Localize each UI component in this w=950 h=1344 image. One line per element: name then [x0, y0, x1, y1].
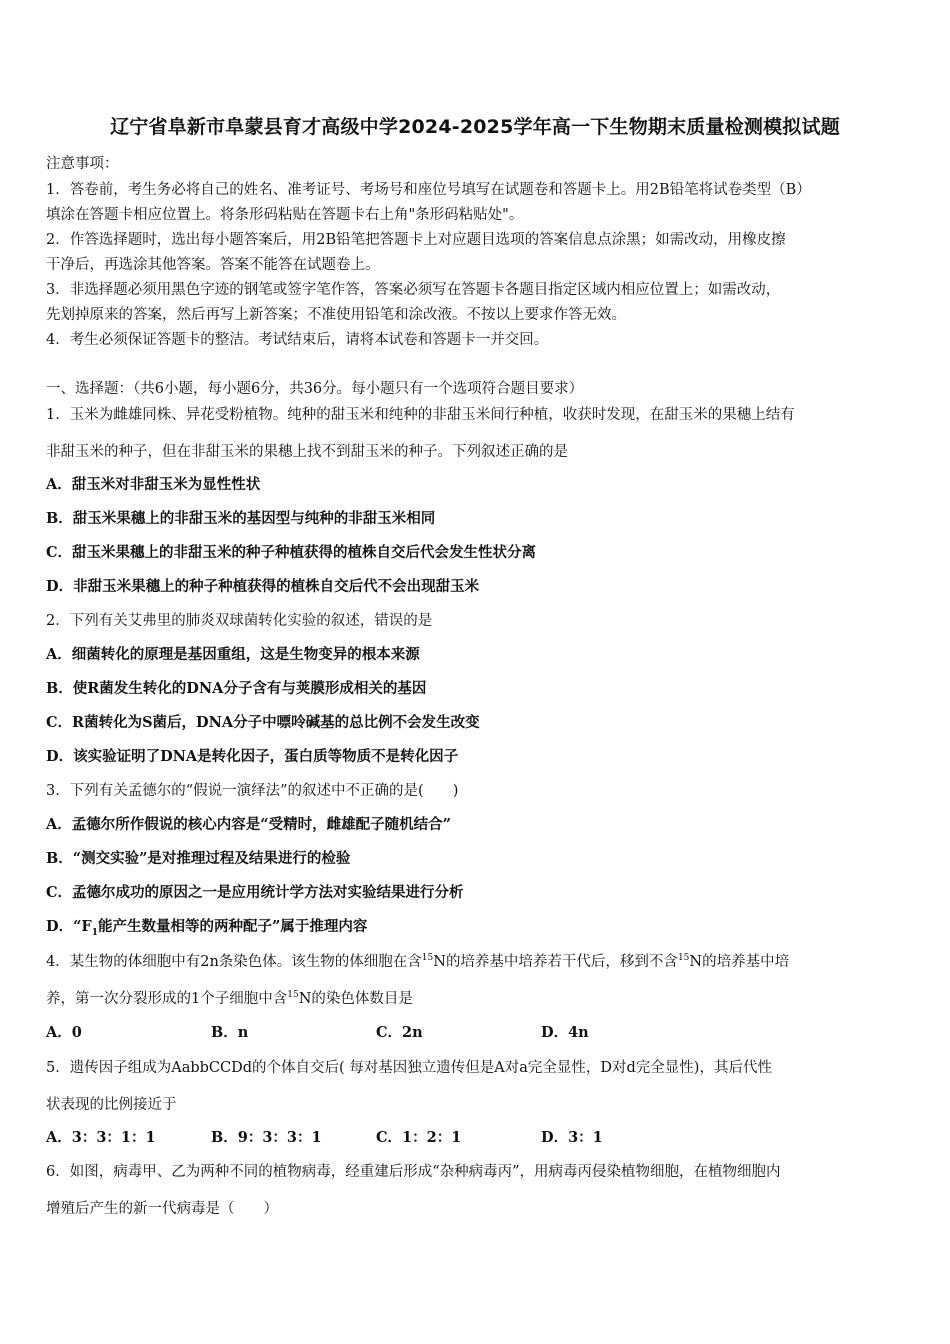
q1-stem-cont: 非甜玉米的种子，但在非甜玉米的果穗上找不到甜玉米的种子。下列叙述正确的是: [46, 444, 568, 460]
q3-option-d-post: 能产生数量相等的两种配子”属于推理内容: [97, 918, 368, 935]
q3-stem: 3．下列有关孟德尔的“假说一演绎法”的叙述中不正确的是( ): [46, 783, 459, 799]
notice-line: 3．非选择题必须用黑色字迹的钢笔或签字笔作答，答案必须写在答题卡各题目指定区域内相应位置上；如需改动，: [46, 282, 781, 298]
q2-option-c: C．R菌转化为S菌后，DNA分子中嘌呤碱基的总比例不会发生改变: [46, 714, 480, 731]
q4-isotope-sup: 15: [677, 953, 690, 963]
q4-options: [46, 1021, 706, 1042]
q1-option-a: A．甜玉米对非甜玉米为显性性状: [46, 476, 261, 493]
q4-option-b: B．n: [211, 1024, 249, 1041]
notice-line: 填涂在答题卡相应位置上。将条形码粘贴在答题卡右上角"条形码粘贴处"。: [46, 207, 524, 223]
notice-line: 4．考生必须保证答题卡的整洁。考试结束后，请将本试卷和答题卡一并交回。: [46, 332, 549, 348]
q4-option-d: D．4n: [541, 1024, 589, 1041]
notice-heading: 注意事项：: [46, 156, 119, 172]
q4-text: 4．某生物的体细胞中有2n条染色体。该生物的体细胞在含: [46, 954, 422, 970]
q5-option-c: C．1：2：1: [376, 1129, 462, 1146]
q4-text: N的培养基中培养若干代后，移到不含: [433, 954, 678, 970]
q3-option-d: [46, 915, 367, 938]
q2-stem: 2．下列有关艾弗里的肺炎双球菌转化实验的叙述，错误的是: [46, 613, 433, 629]
q2-option-a: A．细菌转化的原理是基因重组，这是生物变异的根本来源: [46, 646, 420, 663]
q5-stem: 5．遗传因子组成为AabbCCDd的个体自交后( 每对基因独立遗传但是A对a完全显性，D对d完全显性)，其后代性: [46, 1060, 772, 1076]
notice-line: 先划掉原来的答案，然后再写上新答案；不准使用铅笔和涂改液。不按以上要求作答无效。: [46, 307, 626, 323]
q3-option-a: A．孟德尔所作假说的核心内容是“受精时，雌雄配子随机结合”: [46, 816, 451, 833]
q5-option-a: A．3：3：1：1: [46, 1129, 156, 1146]
notice-line: 2．作答选择题时，选出每小题答案后，用2B铅笔把答题卡上对应题目选项的答案信息点涂黑；如需改动，用橡皮擦: [46, 232, 786, 248]
q4-stem: [46, 950, 789, 971]
q6-stem-cont: 增殖后产生的新一代病毒是（ ）: [46, 1201, 278, 1217]
q3-option-c: C．孟德尔成功的原因之一是应用统计学方法对实验结果进行分析: [46, 884, 464, 901]
q5-options: [46, 1126, 706, 1147]
q3-option-d-pre: D．“F: [46, 918, 92, 935]
notice-line: 干净后，再选涂其他答案。答案不能答在试题卷上。: [46, 257, 380, 273]
q1-option-b: B．甜玉米果穗上的非甜玉米的基因型与纯种的非甜玉米相同: [46, 510, 436, 527]
q4-text: 养，第一次分裂形成的1个子细胞中含: [46, 991, 288, 1007]
q4-text: N的染色体数目是: [298, 991, 413, 1007]
q6-stem: 6．如图，病毒甲、乙为两种不同的植物病毒，经重建后形成“杂种病毒丙”，用病毒丙侵染植物细胞，在植物细胞内: [46, 1164, 781, 1180]
notice-line: 1．答卷前，考生务必将自己的姓名、准考证号、考场号和座位号填写在试题卷和答题卡上。用2B铅笔将试卷类型（B）: [46, 182, 811, 198]
exam-title: 辽宁省阜新市阜蒙县育才高级中学2024-2025学年高一下生物期末质量检测模拟试题: [110, 116, 840, 138]
q3-option-d-sub: 1: [91, 927, 98, 938]
q3-option-b: B．“测交实验”是对推理过程及结果进行的检验: [46, 850, 351, 867]
q5-option-d: D．3：1: [541, 1129, 603, 1146]
q1-option-d: D．非甜玉米果穗上的种子种植获得的植株自交后代不会出现甜玉米: [46, 578, 480, 595]
q2-option-b: B．使R菌发生转化的DNA分子含有与荚膜形成相关的基因: [46, 680, 427, 697]
q1-option-c: C．甜玉米果穗上的非甜玉米的种子种植获得的植株自交后代会发生性状分离: [46, 544, 537, 561]
q4-isotope-sup: 15: [421, 953, 434, 963]
q1-stem: 1．玉米为雌雄同株、异花受粉植物。纯种的甜玉米和纯种的非甜玉米间行种植，收获时发现，在甜玉米的果穗上结有: [46, 407, 795, 423]
section-heading: 一、选择题：（共6小题，每小题6分，共36分。每小题只有一个选项符合题目要求）: [46, 381, 584, 397]
q4-option-a: A．0: [46, 1024, 82, 1041]
q5-stem-cont: 状表现的比例接近于: [46, 1097, 177, 1113]
q5-option-b: B．9：3：3：1: [211, 1129, 322, 1146]
q4-option-c: C．2n: [376, 1024, 423, 1041]
q2-option-d: D．该实验证明了DNA是转化因子，蛋白质等物质不是转化因子: [46, 748, 459, 765]
q4-stem-cont: [46, 987, 413, 1008]
q4-text: N的培养基中培: [689, 954, 790, 970]
q4-isotope-sup: 15: [287, 990, 299, 1000]
